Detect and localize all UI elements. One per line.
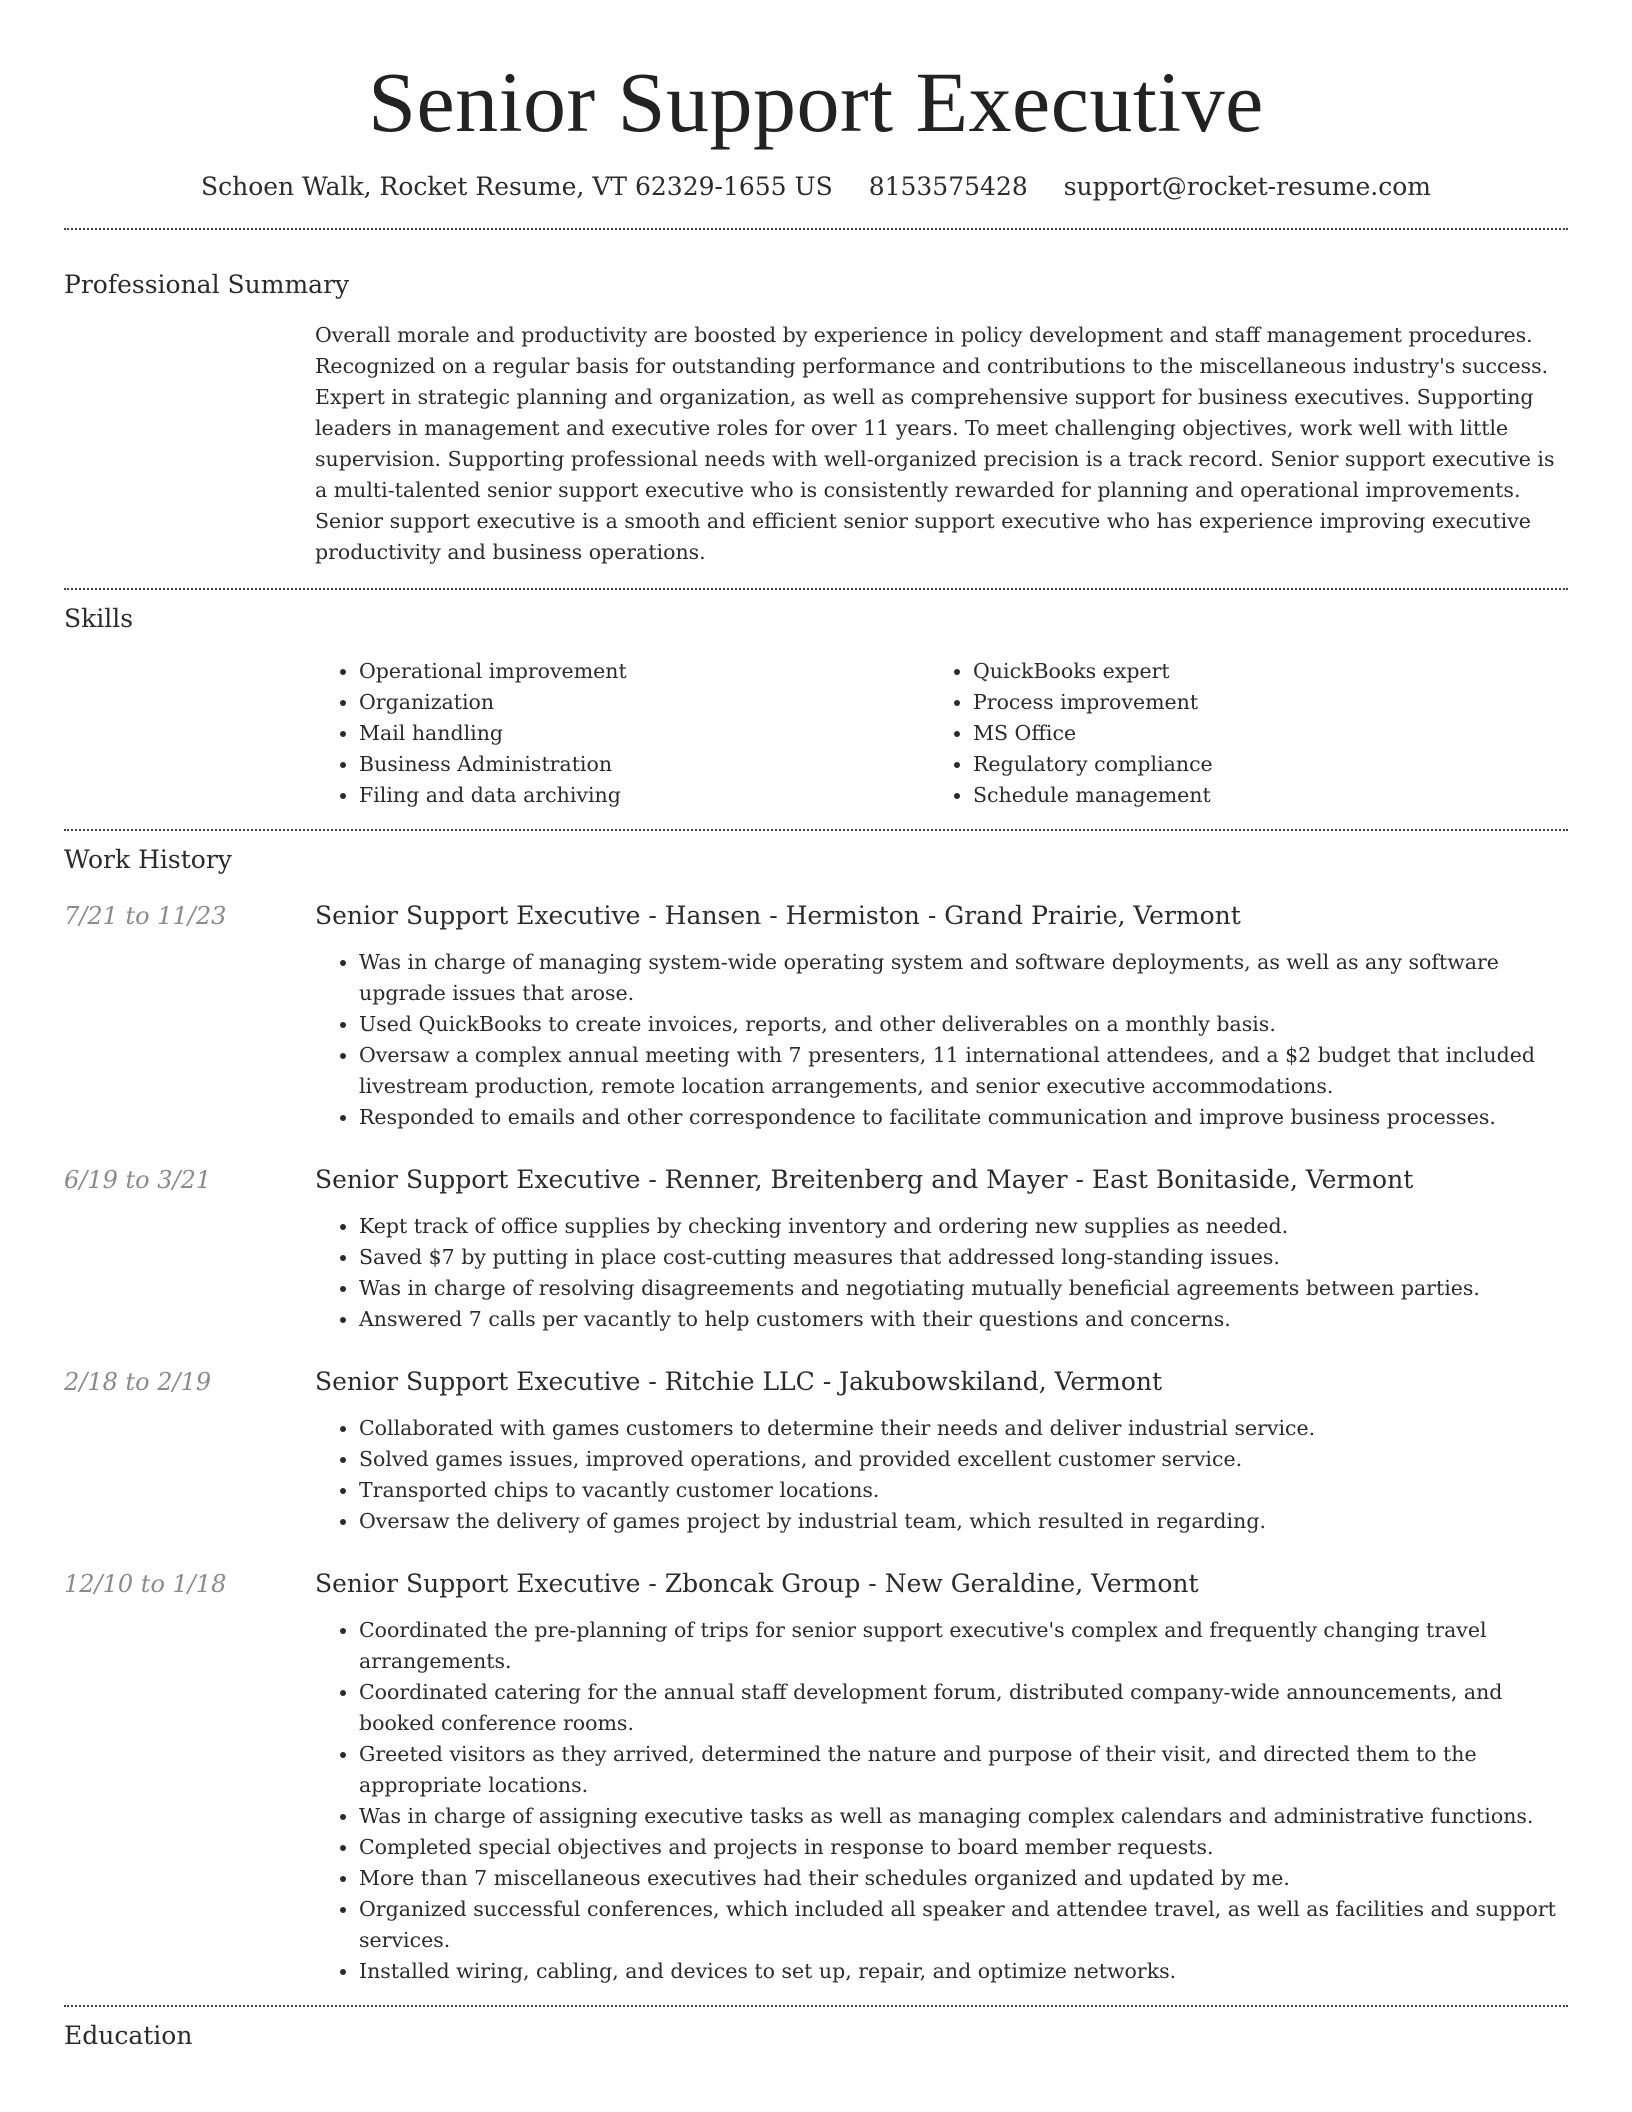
skills-column-left — [315, 656, 929, 811]
education-section — [64, 2007, 1568, 2053]
summary-body — [315, 320, 1568, 568]
job-bullet: • Solved games issues, improved operations, and provided excellent customer service. — [359, 1444, 1568, 1475]
job-entry — [64, 1567, 1568, 1987]
job-bullet: • Transported chips to vacantly customer locations. — [359, 1475, 1568, 1506]
job-entry — [64, 1163, 1568, 1335]
skill-item: • Mail handling — [359, 718, 929, 749]
job-entry — [64, 899, 1568, 1133]
job-bullet: • Organized successful conferences, which included all speaker and attendee travel, as well as facilities and support services. — [359, 1894, 1568, 1956]
job-bullet: • Responded to emails and other correspondence to facilitate communication and improve business processes. — [359, 1102, 1568, 1133]
skill-item: • Filing and data archiving — [359, 780, 929, 811]
job-bullets — [315, 1413, 1568, 1537]
skills-list — [315, 656, 1568, 811]
contact-email: support@rocket-resume.com — [1063, 172, 1432, 201]
contact-line — [64, 170, 1568, 204]
job-bullet: • More than 7 miscellaneous executives had their schedules organized and updated by me. — [359, 1863, 1568, 1894]
summary-heading: Professional Summary — [64, 270, 350, 299]
job-bullet: • Oversaw the delivery of games project by industrial team, which resulted in regarding. — [359, 1506, 1568, 1537]
job-dates: 12/10 to 1/18 — [64, 1570, 227, 1598]
job-bullet: • Answered 7 calls per vacantly to help customers with their questions and concerns. — [359, 1304, 1568, 1335]
job-title: Senior Support Executive - Zboncak Group - New Geraldine, Vermont — [315, 1569, 1199, 1598]
job-bullet: • Saved $7 by putting in place cost-cutting measures that addressed long-standing issues. — [359, 1242, 1568, 1273]
skill-item: • Business Administration — [359, 749, 929, 780]
education-heading: Education — [64, 2021, 193, 2050]
work-section — [64, 831, 1568, 1987]
job-bullets — [315, 1211, 1568, 1335]
job-title: Senior Support Executive - Ritchie LLC - Jakubowskiland, Vermont — [315, 1367, 1163, 1396]
job-bullet: • Was in charge of assigning executive tasks as well as managing complex calendars and administrative functions. — [359, 1801, 1568, 1832]
summary-section — [64, 230, 1568, 568]
job-dates: 6/19 to 3/21 — [64, 1166, 212, 1194]
contact-address: Schoen Walk, Rocket Resume, VT 62329-1655 US — [200, 172, 833, 201]
job-bullet: • Greeted visitors as they arrived, determined the nature and purpose of their visit, and directed them to the appropriate locations. — [359, 1739, 1568, 1801]
job-bullet: • Was in charge of managing system-wide operating system and software deployments, as well as any software upgrade issues that arose. — [359, 947, 1568, 1009]
job-bullets — [315, 1615, 1568, 1987]
job-bullet: • Coordinated the pre-planning of trips for senior support executive's complex and frequently changing travel arrangements. — [359, 1615, 1568, 1677]
job-bullet: • Used QuickBooks to create invoices, reports, and other deliverables on a monthly basis. — [359, 1009, 1568, 1040]
resume-page — [64, 0, 1568, 2053]
skill-item: • Schedule management — [973, 780, 1543, 811]
summary-text: Overall morale and productivity are boosted by experience in policy development and staff management procedures. Recognized on a regular basis for outstanding performance and contributions to the miscellaneous industry's success. Expert in strategic planning and organization, as well as comprehensive support for business executives. Supporting leaders in management and executive roles for over 11 years. To meet challenging objectives, work well with little supervision. Supporting professional needs with well-organized precision is a track record. Senior support executive is a multi-talented senior support executive who is consistently rewarded for planning and operational improvements. Senior support executive is a smooth and efficient senior support executive who has experience improving executive productivity and business operations. — [315, 323, 1555, 564]
skill-item: • Organization — [359, 687, 929, 718]
skills-section — [64, 590, 1568, 811]
skill-item: • QuickBooks expert — [973, 656, 1543, 687]
job-bullet: • Was in charge of resolving disagreements and negotiating mutually beneficial agreements between parties. — [359, 1273, 1568, 1304]
skill-item: • MS Office — [973, 718, 1543, 749]
job-bullet: • Kept track of office supplies by checking inventory and ordering new supplies as needed. — [359, 1211, 1568, 1242]
contact-phone: 8153575428 — [868, 172, 1028, 201]
job-bullet: • Installed wiring, cabling, and devices to set up, repair, and optimize networks. — [359, 1956, 1568, 1987]
job-dates: 7/21 to 11/23 — [64, 902, 227, 930]
job-title: Senior Support Executive - Renner, Breitenberg and Mayer - East Bonitaside, Vermont — [315, 1165, 1414, 1194]
job-bullets — [315, 947, 1568, 1133]
job-bullet: • Completed special objectives and projects in response to board member requests. — [359, 1832, 1568, 1863]
job-bullet: • Coordinated catering for the annual staff development forum, distributed company-wide announcements, and booked conference rooms. — [359, 1677, 1568, 1739]
skill-item: • Process improvement — [973, 687, 1543, 718]
job-bullet: • Oversaw a complex annual meeting with 7 presenters, 11 international attendees, and a $2 budget that included livestream production, remote location arrangements, and senior executive accommodations. — [359, 1040, 1568, 1102]
work-heading: Work History — [64, 845, 232, 874]
job-entry — [64, 1365, 1568, 1537]
skills-column-right — [929, 656, 1543, 811]
skill-item: • Operational improvement — [359, 656, 929, 687]
job-title: Senior Support Executive - Hansen - Hermiston - Grand Prairie, Vermont — [315, 901, 1241, 930]
job-bullet: • Collaborated with games customers to determine their needs and deliver industrial service. — [359, 1413, 1568, 1444]
skill-item: • Regulatory compliance — [973, 749, 1543, 780]
skills-heading: Skills — [64, 604, 134, 633]
resume-header — [64, 0, 1568, 204]
job-dates: 2/18 to 2/19 — [64, 1368, 212, 1396]
candidate-name: Senior Support Executive — [368, 54, 1264, 150]
